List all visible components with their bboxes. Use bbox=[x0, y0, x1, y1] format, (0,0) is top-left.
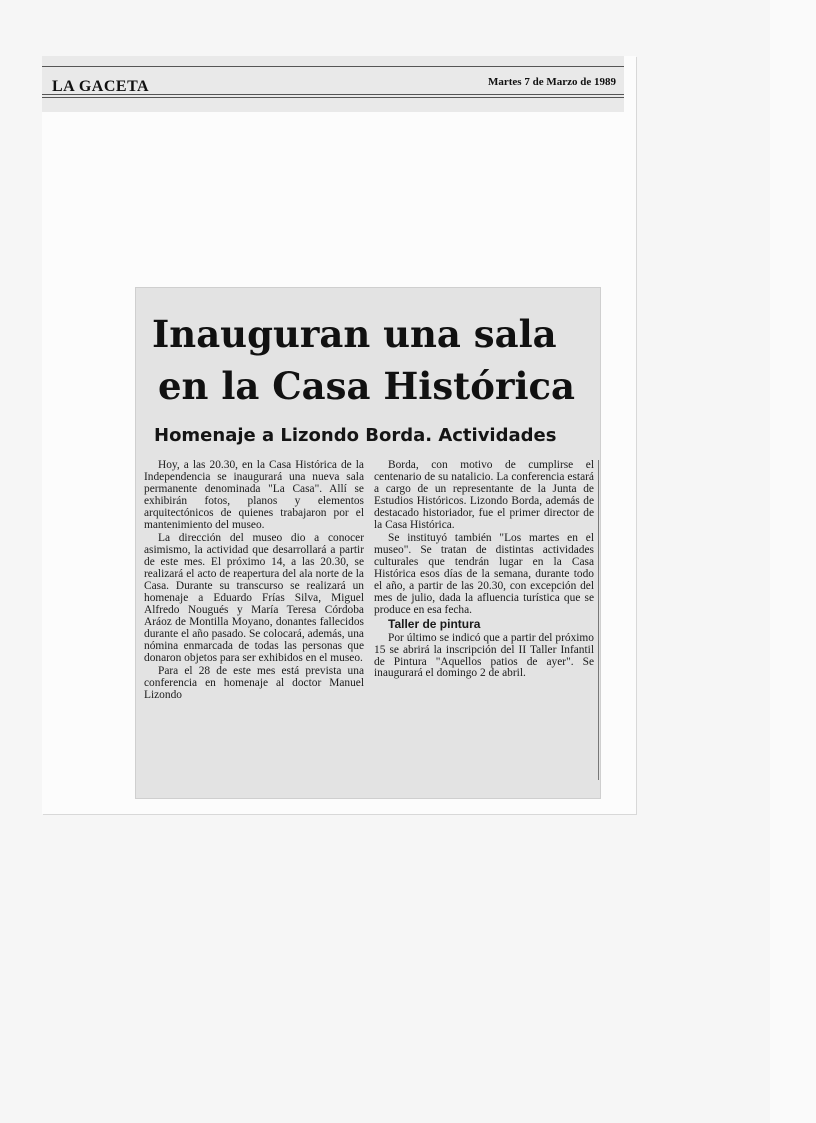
paragraph: Se instituyó también "Los martes en el museo". Se tratan de distintas actividades culturales que tendrán lugar en la Casa Histórica esos días de la semana, durante todo el año, a partir de las 20.30, con excepción del mes de julio, dada la afluencia turística que se produce en esa fecha. bbox=[374, 532, 594, 616]
article-column-right bbox=[374, 460, 594, 682]
article-column-left bbox=[144, 460, 364, 704]
article-headline bbox=[152, 308, 592, 412]
column-edge-rule bbox=[598, 460, 599, 780]
paragraph: Por último se indicó que a partir del próximo 15 se abrirá la inscripción del II Taller Infantil de Pintura "Aquellos patios de ayer". Se inaugurará el domingo 2 de abril. bbox=[374, 631, 594, 680]
paragraph: Hoy, a las 20.30, en la Casa Histórica de la Independencia se inaugurará una nueva sala permanente denominada "La Casa". Allí se exhibirán fotos, planos y elementos arquitectónicos de quienes trabajaron por el mantenimiento del museo. bbox=[144, 459, 364, 531]
newspaper-name: LA GACETA bbox=[52, 78, 150, 95]
paragraph: Borda, con motivo de cumplirse el centenario de su natalicio. La conferencia estará a cargo de un representante de la Junta de Estudios Históricos. Lizondo Borda, además de destacado historiador, fue el primer director de la Casa Histórica. bbox=[374, 459, 594, 531]
paragraph: Para el 28 de este mes está prevista una conferencia en homenaje al doctor Manuel Lizondo bbox=[144, 665, 364, 702]
paragraph: La dirección del museo dio a conocer asimismo, la actividad que desarrollará a partir de este mes. El próximo 14, a las 20.30, se realizará el acto de reapertura del ala norte de la Casa. Durante su transcurso se realizará un homenaje a Eduardo Frías Silva, Miguel Alfredo Nougués y María Teresa Córdoba Aráoz de Montilla Moyano, donantes fallecidos durante el año pasado. Se colocará, además, una nómina enmarcada de todas las personas que donaron objetos para ser exhibidos en el museo. bbox=[144, 532, 364, 664]
article-clipping bbox=[136, 288, 600, 798]
section-title: Taller de pintura bbox=[388, 616, 481, 631]
scan-margin-strip bbox=[770, 0, 816, 1123]
headline-line-1: Inauguran una sala bbox=[152, 312, 557, 356]
headline-line-2: en la Casa Histórica bbox=[158, 364, 576, 408]
masthead-rule-top bbox=[42, 66, 624, 67]
masthead-rule-double bbox=[42, 97, 624, 98]
newspaper-masthead bbox=[42, 56, 624, 112]
newspaper-date: Martes 7 de Marzo de 1989 bbox=[488, 76, 616, 88]
article-subheadline: Homenaje a Lizondo Borda. Actividades bbox=[154, 425, 557, 446]
